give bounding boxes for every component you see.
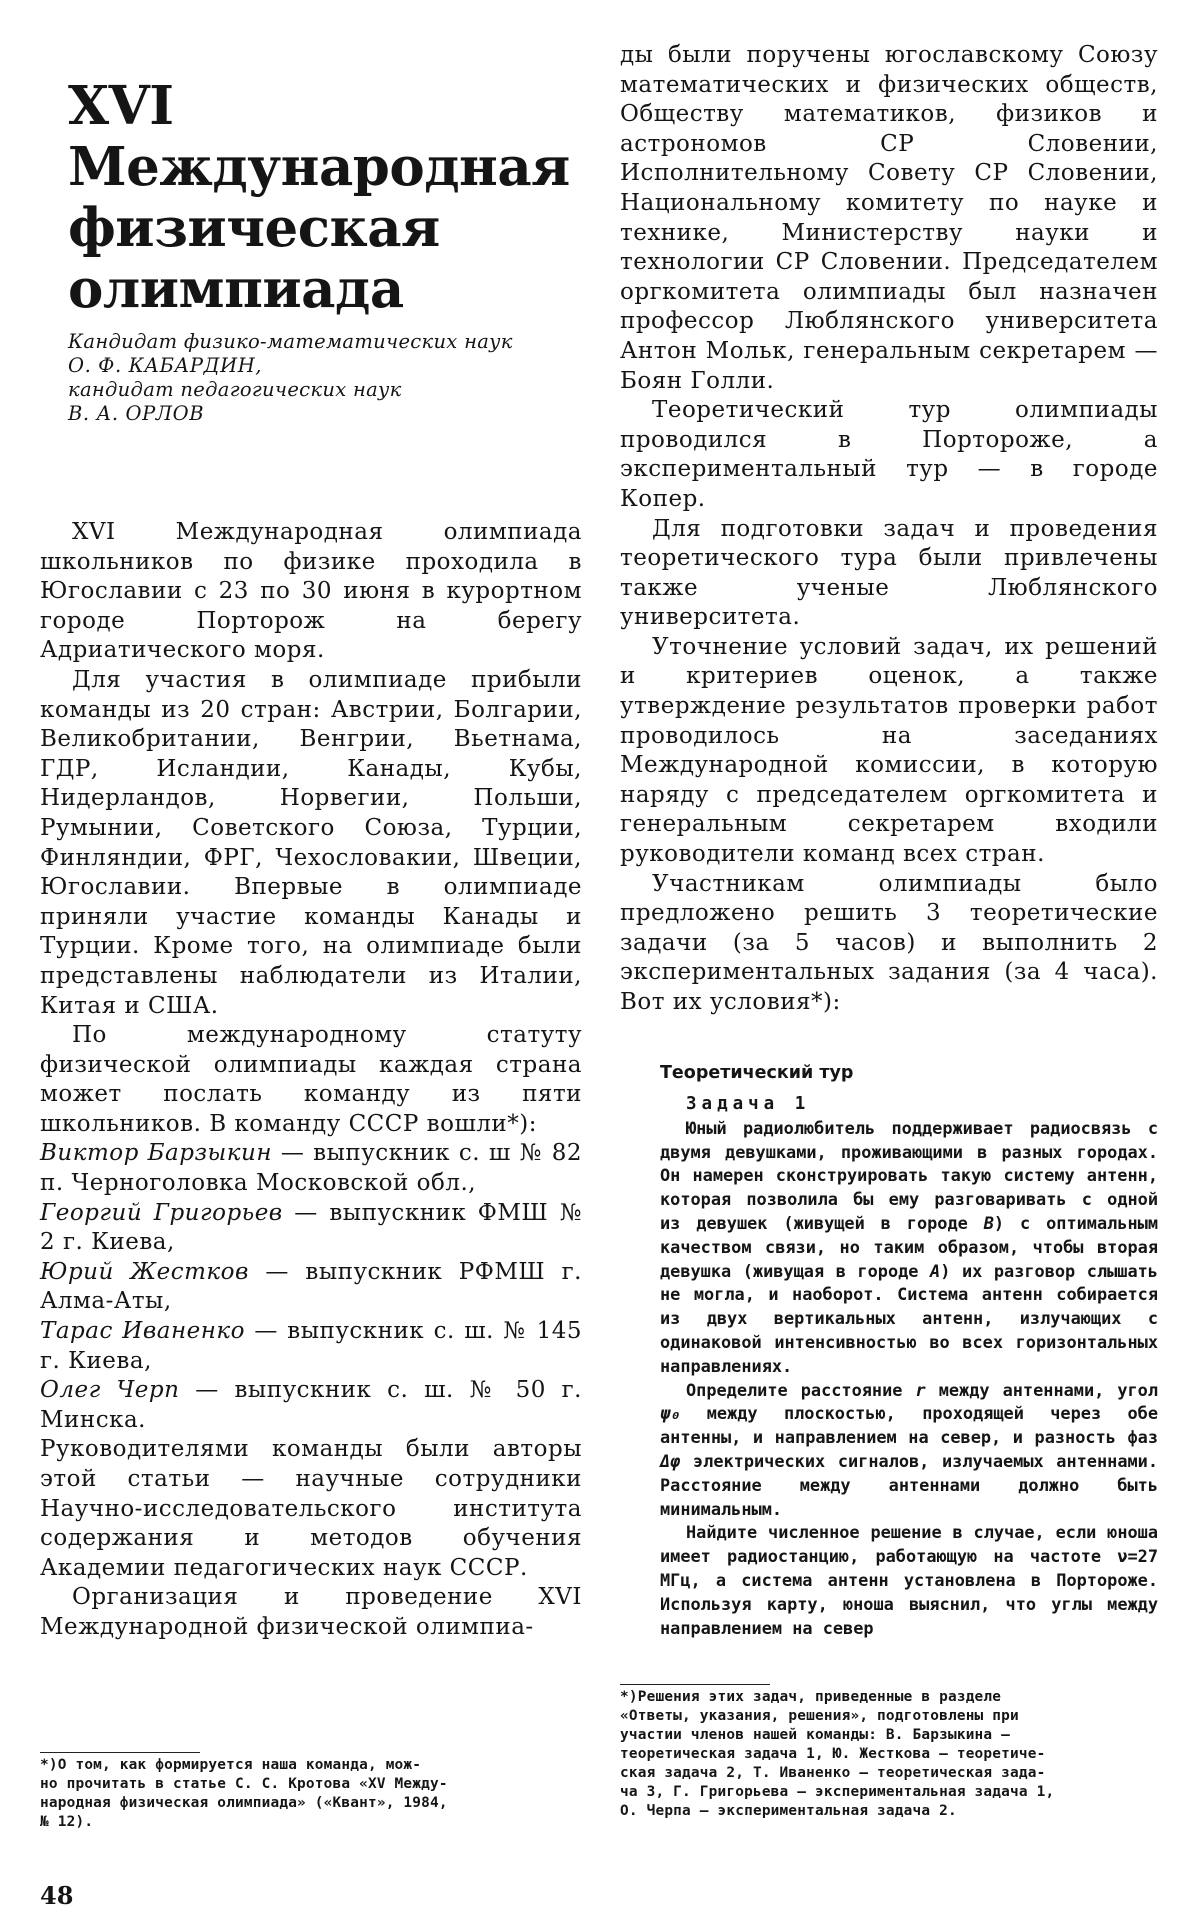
left-column <box>40 518 582 1643</box>
footnote-line: *)Решения этих задач, приведенные в разделе <box>620 1689 1002 1705</box>
paragraph: Уточнение условий задач, их решений и критериев оценок, а также утверждение результатов проверки работ проводилось на заседаниях Международной комиссии, в которую наряду с председателем оргкомитета и генеральным секретарем входили руководители команд всех стран. <box>620 633 1158 868</box>
footnote-left <box>40 1756 582 1832</box>
footnote-line: народная физическая олимпиада» («Квант», 1984, <box>40 1795 448 1811</box>
footnote-line: *)О том, как формируется наша команда, мож- <box>40 1757 422 1773</box>
team-member-info: — выпускник РФМШ г. Алма-Аты, <box>40 1258 582 1315</box>
title-line: XVI <box>68 74 174 137</box>
team-member-name: Виктор Барзыкин <box>40 1140 272 1167</box>
team-member-info: — выпускник с. ш. № 50 г. Минска. <box>40 1377 582 1433</box>
team-member-name: Тарас Иваненко <box>40 1318 245 1345</box>
team-member <box>40 1199 582 1258</box>
footnote-right <box>620 1688 1158 1821</box>
team-member-info: — выпускник с. ш. № 145 г. Киева, <box>40 1318 582 1374</box>
problem-text: между плоскостью, проходящей через обе антенны, и направлением на север, и разность фаз <box>660 1403 1158 1448</box>
paragraph: Организация и проведение XVI Международной физической олимпиа- <box>40 1584 582 1640</box>
page-number: 48 <box>40 1881 74 1910</box>
team-member <box>40 1258 582 1317</box>
problem-text: Определите расстояние <box>686 1379 916 1400</box>
problem-text: ) их разговор слышать не могла, и наоборот. Система антенн собирается из двух вертикальных антенн, излучающих с одинаковой интенсивностью во всех горизонтальных направлениях. <box>660 1260 1158 1376</box>
team-member-name: Георгий Григорьев <box>40 1199 283 1226</box>
problem-paragraph: Найдите численное решение в случае, если юноша имеет радиостанцию, работающую на частоте ν=27 МГц, а система антенн установлена в Портороже. Используя карту, юноша выяснил, что углы между направлением на север <box>660 1522 1158 1638</box>
team-member-name: Юрий Жестков <box>40 1258 249 1285</box>
footnote-line: но прочитать в статье С. С. Кротова «XV Между- <box>40 1776 448 1792</box>
author-degree: Кандидат физико-математических наук <box>68 330 513 353</box>
math-symbol: A <box>930 1260 941 1281</box>
paragraph: Теоретический тур олимпиады проводился в Портороже, а экспериментальный тур — в городе Копер. <box>620 397 1158 512</box>
paragraph: По международному статуту физической олимпиады каждая страна может послать команду из пяти школьников. В команду СССР вошли*): <box>40 1022 582 1137</box>
right-column <box>620 41 1158 1018</box>
math-symbol: ψ₀ <box>660 1403 681 1424</box>
title-line: олимпиада <box>68 257 404 320</box>
paragraph: Участникам олимпиады было предложено решить 3 теоретические задачи (за 5 часов) и выполнить 2 экспериментальных задания (за 4 часа). Вот их условия*): <box>620 870 1158 1015</box>
footnote-line: участии членов нашей команды: В. Барзыкина — <box>620 1727 1011 1743</box>
footnote-line: ская задача 2, Т. Иваненко — теоретическая зада- <box>620 1765 1046 1781</box>
team-member-info: — выпускник ФМШ № 2 г. Киева, <box>40 1199 582 1256</box>
footnote-line: № 12). <box>40 1814 94 1830</box>
problem-heading: Задача 1 <box>686 1094 811 1114</box>
problem-text: ) с оптимальным качеством связи, но таким образом, чтобы вторая девушка (живущая в городе <box>660 1212 1158 1281</box>
article-title <box>68 76 588 320</box>
problem-text: Юный радиолюбитель поддерживает радиосвязь с двумя девушками, проживающими в разных городах. Он намерен сконструировать такую систему антенн, которая позволила бы ему разговаривать с одной из девушек (живущей в городе <box>660 1117 1158 1233</box>
math-symbol: r <box>915 1379 926 1400</box>
problem-paragraph <box>660 1117 1158 1379</box>
math-symbol: Δφ <box>660 1450 681 1471</box>
footnote-line: ча 3, Г. Григорьева — экспериментальная задача 1, <box>620 1784 1055 1800</box>
team-member-info: — выпускник с. ш № 82 п. Черноголовка Московской обл., <box>40 1140 583 1197</box>
problem-text: электрических сигналов, излучаемых антеннами. Расстояние между антеннами должно быть минимальным. <box>660 1450 1158 1519</box>
title-line: Международная <box>68 135 570 198</box>
footnote-divider <box>40 1752 200 1753</box>
problem-paragraph <box>660 1379 1158 1522</box>
paragraph: XVI Международная олимпиада школьников по физике проходила в Югославии с 23 по 30 июня в курортном городе Порторож на берегу Адриатического моря. <box>40 519 582 664</box>
footnote-line: теоретическая задача 1, Ю. Жесткова — теоретиче- <box>620 1746 1046 1762</box>
team-member <box>40 1317 582 1376</box>
team-member-name: Олег Черп <box>40 1377 180 1404</box>
paragraph: ды были поручены югославскому Союзу математических и физических обществ, Обществу математиков, физиков и астрономов СР Словении, Исполнительному Совету СР Словении, Национальному комитету по науке и технике, Министерству науки и технологии СР Словении. Председателем оргкомитета олимпиады был назначен профессор Люблянского университета Антон Мольк, генеральным секретарем — Боян Голли. <box>620 42 1158 394</box>
paragraph: Для подготовки задач и проведения теоретического тура были привлечены также ученые Люблянского университета. <box>620 515 1158 631</box>
author-degree: кандидат педагогических наук <box>68 378 402 401</box>
section-title: Теоретический тур <box>660 1063 854 1083</box>
title-line: физическая <box>68 196 440 259</box>
math-symbol: B <box>983 1212 994 1233</box>
footnote-line: О. Черпа — экспериментальная задача 2. <box>620 1803 957 1819</box>
footnote-line: «Ответы, указания, решения», подготовлены при <box>620 1708 1019 1724</box>
team-member <box>40 1139 582 1198</box>
paragraph: Руководителями команды были авторы этой статьи — научные сотрудники Научно-исследовательского института содержания и методов обучения Академии педагогических наук СССР. <box>40 1436 582 1581</box>
paragraph: Для участия в олимпиаде прибыли команды из 20 стран: Австрии, Болгарии, Великобритании, Венгрии, Вьетнама, ГДР, Исландии, Канады, Кубы, Нидерландов, Норвегии, Польши, Румынии, Советского Союза, Турции, Финляндии, ФРГ, Чехословакии, Швеции, Югославии. Впервые в олимпиаде приняли участие команды Канады и Турции. Кроме того, на олимпиаде были представлены наблюдатели из Италии, Китая и США. <box>40 666 582 1019</box>
authors-block <box>68 330 588 426</box>
author-name: О. Ф. КАБАРДИН, <box>68 354 263 377</box>
team-member <box>40 1376 582 1435</box>
problem-block <box>660 1093 1158 1640</box>
footnote-divider <box>620 1684 770 1685</box>
author-name: В. А. ОРЛОВ <box>68 402 205 425</box>
problem-text: между антеннами, угол <box>925 1379 1159 1400</box>
